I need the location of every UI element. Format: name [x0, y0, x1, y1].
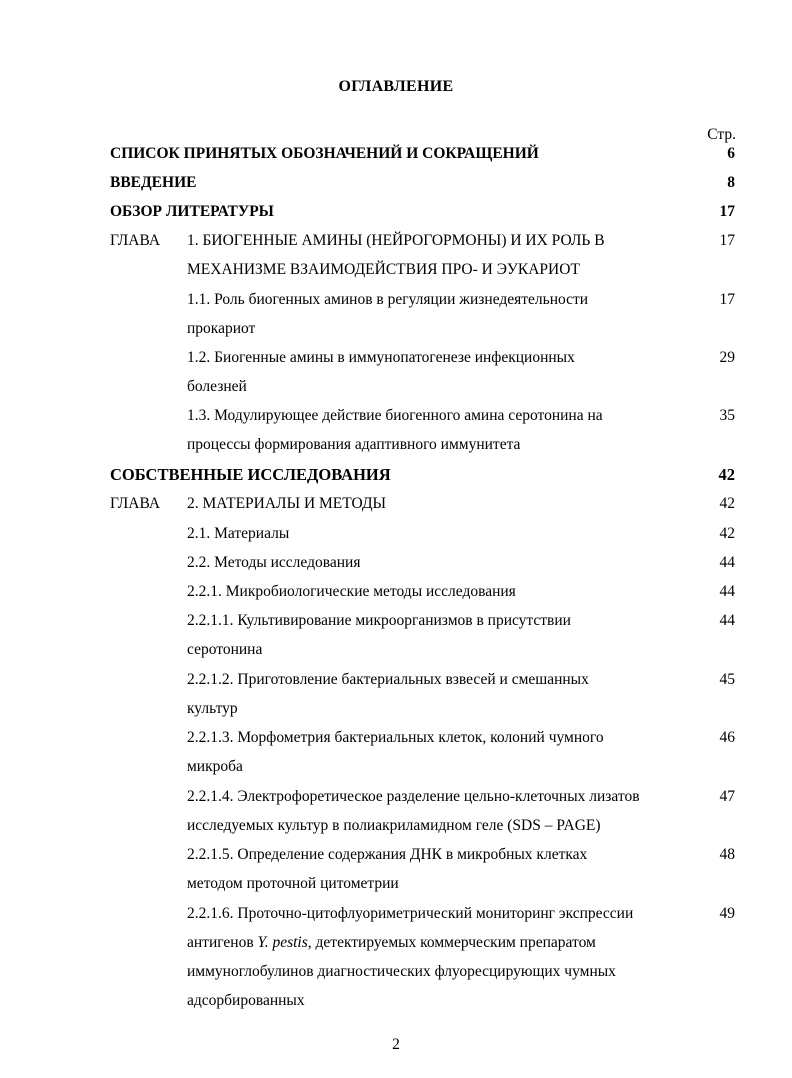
- toc-entry-line: 1. БИОГЕННЫЕ АМИНЫ (НЕЙРОГОРМОНЫ) И ИХ РОЛЬ В: [187, 232, 605, 249]
- toc-entry-line: 2.2.1.4. Электрофоретическое разделение цельно-клеточных лизатов: [187, 788, 640, 805]
- toc-entry-title: [187, 226, 605, 284]
- toc-entry-page: 45: [719, 671, 735, 688]
- page-column-header: Стр.: [707, 126, 736, 143]
- toc-entry-title: [187, 401, 603, 459]
- toc-entry-line: СОБСТВЕННЫЕ ИССЛЕДОВАНИЯ: [110, 465, 391, 484]
- toc-entry-title: [187, 665, 589, 723]
- toc-entry-title: [187, 548, 360, 577]
- toc-entry-page: 17: [719, 291, 735, 308]
- toc-entry-page: 42: [719, 525, 735, 542]
- toc-entry-title: [187, 723, 604, 781]
- toc-entry-chapter-label: ГЛАВА: [110, 495, 161, 512]
- toc-entry-page: 42: [718, 465, 735, 484]
- toc-entry-page: 49: [719, 905, 735, 922]
- toc-entry-line: серотонина: [187, 641, 263, 658]
- toc-entry-title: [187, 489, 386, 518]
- page-title: ОГЛАВЛЕНИЕ: [338, 78, 454, 95]
- toc-entry-line: методом проточной цитометрии: [187, 875, 399, 892]
- toc-entry-page: 42: [719, 495, 735, 512]
- toc-entry-page: 6: [727, 145, 735, 162]
- toc-entry-line: микроба: [187, 758, 243, 775]
- toc-entry-line: 2.2.1.1. Культивирование микроорганизмов в присутствии: [187, 612, 571, 629]
- toc-entry-line: 2.2.1.5. Определение содержания ДНК в микробных клетках: [187, 846, 588, 863]
- toc-entry-line: МЕХАНИЗМЕ ВЗАИМОДЕЙСТВИЯ ПРО- И ЭУКАРИОТ: [187, 261, 580, 278]
- toc-entry-chapter-label: ГЛАВА: [110, 232, 161, 249]
- toc-entry-line: 2.2.1.2. Приготовление бактериальных взвесей и смешанных: [187, 671, 589, 688]
- toc-entry-page: 44: [719, 554, 735, 571]
- toc-entry-title: [187, 840, 587, 898]
- toc-entry-title: [187, 285, 588, 343]
- toc-entry-line: антигенов Y. pestis, детектируемых коммерческим препаратом: [187, 934, 596, 951]
- toc-entry-page: 44: [719, 583, 735, 600]
- toc-entry-page: 48: [719, 846, 735, 863]
- toc-entry-line: исследуемых культур в полиакриламидном геле (SDS – PAGE): [187, 817, 601, 834]
- toc-entry-line: СПИСОК ПРИНЯТЫХ ОБОЗНАЧЕНИЙ И СОКРАЩЕНИЙ: [110, 145, 539, 162]
- toc-entry-page: 8: [727, 174, 735, 191]
- toc-entry-page: 35: [719, 407, 735, 424]
- toc-entry-line: процессы формирования адаптивного иммунитета: [187, 436, 521, 453]
- toc-entry-page: 17: [719, 203, 735, 220]
- toc-entry-line: 2. МАТЕРИАЛЫ И МЕТОДЫ: [187, 495, 387, 512]
- toc-entry-line: 2.2.1.6. Проточно-цитофлуориметрический мониторинг экспрессии: [187, 905, 634, 922]
- toc-entry-title: [110, 460, 391, 489]
- toc-entry-line: болезней: [187, 378, 247, 395]
- toc-entry-line: 2.1. Материалы: [187, 525, 290, 542]
- toc-entry-page: 17: [719, 232, 735, 249]
- toc-entry-line: адсорбированных: [187, 992, 305, 1009]
- toc-entry-line: 1.1. Роль биогенных аминов в регуляции жизнедеятельности: [187, 291, 589, 308]
- toc-entry-title: [187, 899, 633, 1015]
- toc-entry-title: [110, 139, 539, 168]
- toc-entry-title: [110, 168, 196, 197]
- page-number: 2: [392, 1036, 400, 1053]
- toc-entry-page: 44: [719, 612, 735, 629]
- toc-entry-page: 29: [719, 349, 735, 366]
- toc-entry-line: культур: [187, 700, 238, 717]
- toc-entry-page: 47: [719, 788, 735, 805]
- toc-entry-title: [187, 606, 571, 664]
- toc-entry-line: прокариот: [187, 320, 256, 337]
- toc-entry-line: 1.3. Модулирующее действие биогенного амина серотонина на: [187, 407, 603, 424]
- toc-entry-title: [187, 519, 289, 548]
- species-name: Y. pestis: [257, 934, 308, 951]
- toc-entry-title: [110, 197, 274, 226]
- toc-entry-line: 2.2.1.3. Морфометрия бактериальных клеток, колоний чумного: [187, 729, 604, 746]
- toc-entry-line: иммуноглобулинов диагностических флуоресцирующих чумных: [187, 963, 616, 980]
- toc-entry-line: ВВЕДЕНИЕ: [110, 174, 197, 191]
- toc-entry-line: ОБЗОР ЛИТЕРАТУРЫ: [110, 203, 274, 220]
- toc-entry-title: [187, 577, 516, 606]
- toc-entry-title: [187, 782, 640, 840]
- toc-entry-page: 46: [719, 729, 735, 746]
- toc-entry-line: 1.2. Биогенные амины в иммунопатогенезе инфекционных: [187, 349, 575, 366]
- toc-entry-title: [187, 343, 575, 401]
- toc-entry-line: 2.2. Методы исследования: [187, 554, 361, 571]
- toc-entry-line: 2.2.1. Микробиологические методы исследования: [187, 583, 516, 600]
